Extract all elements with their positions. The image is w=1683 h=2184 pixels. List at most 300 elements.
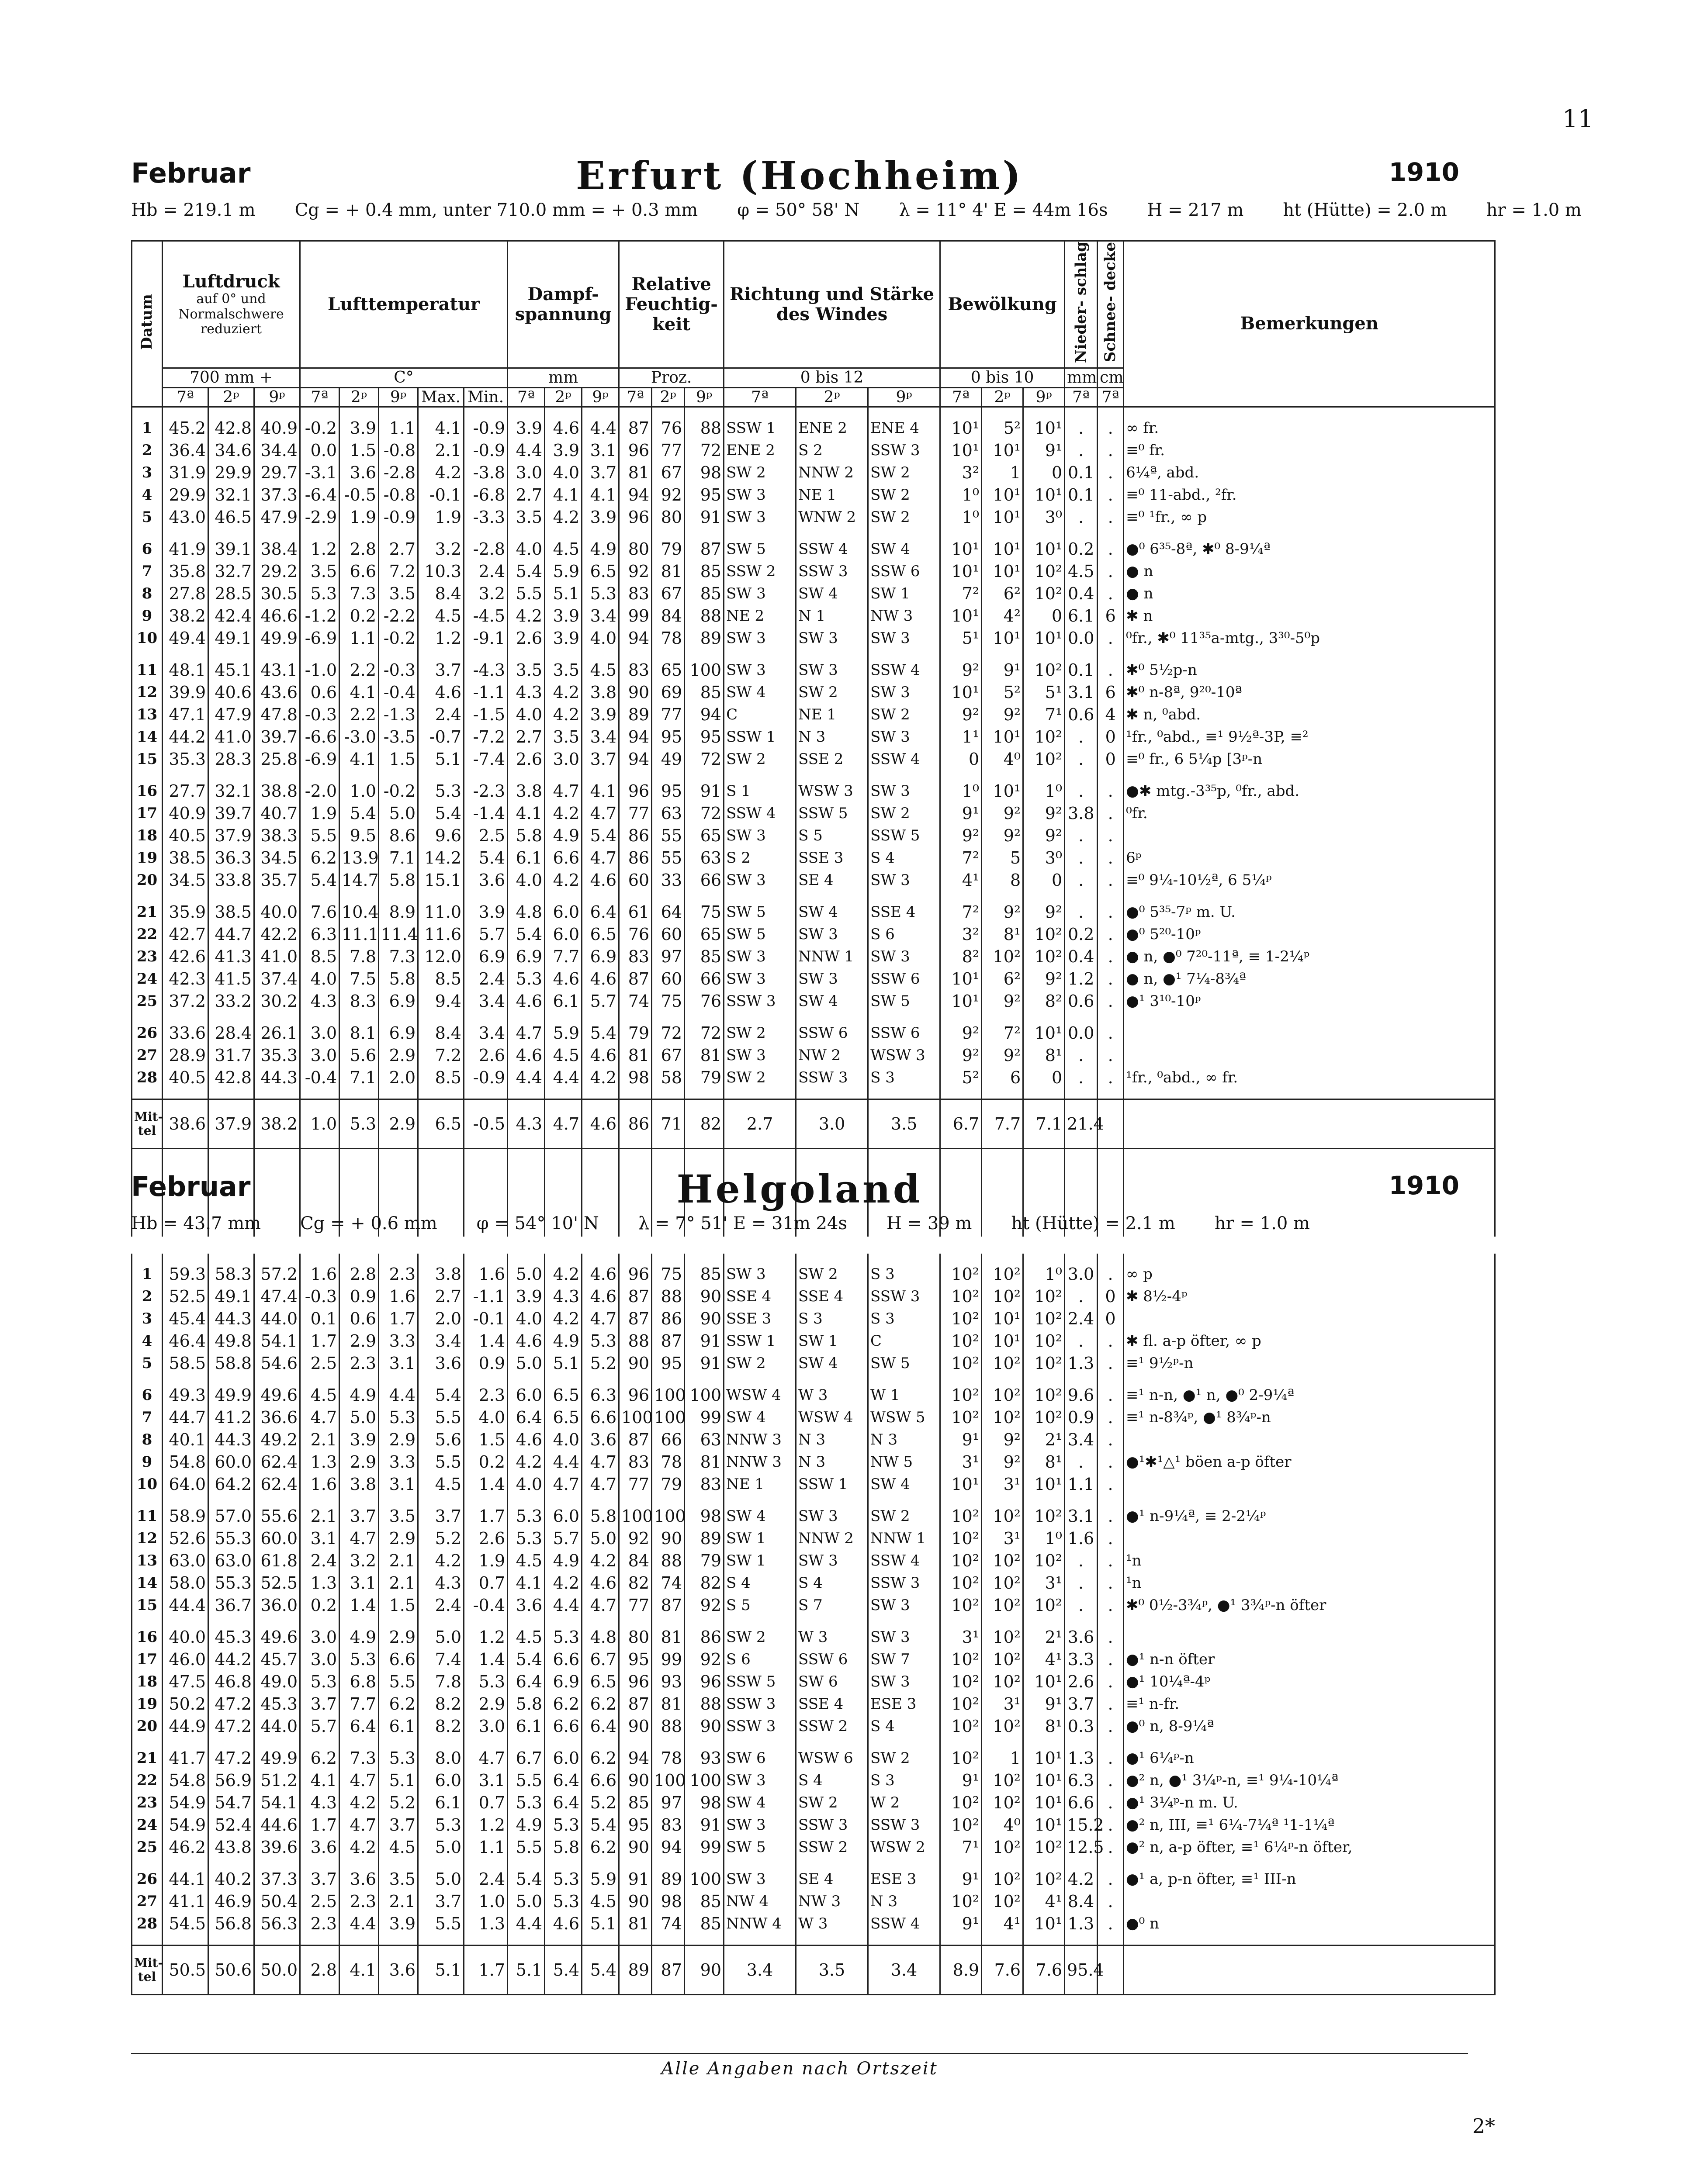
header-lufttemperatur: Lufttemperatur <box>300 241 508 368</box>
table-cell: 4.5 <box>582 659 619 681</box>
table-cell: 47.9 <box>254 506 300 529</box>
table-cell: 6.1 <box>1065 605 1098 627</box>
table-cell: 15 <box>132 1594 163 1617</box>
table-cell: . <box>1098 583 1124 605</box>
header-time-t2: 2ᵖ <box>982 387 1023 407</box>
table-cell: SW 4 <box>724 1792 796 1814</box>
table-cell: W 3 <box>796 1913 868 1935</box>
table-cell: 36.7 <box>208 1594 254 1617</box>
table-cell: 89 <box>619 704 652 726</box>
table-cell: 2.4 <box>464 560 508 583</box>
table-cell: 3.4 <box>464 990 508 1013</box>
table-cell: SSW 3 <box>868 1814 940 1836</box>
table-cell: 11.1 <box>339 923 379 946</box>
table-cell: 7 <box>132 1406 163 1429</box>
table-cell: 9² <box>940 659 982 681</box>
table-row <box>132 704 1495 726</box>
table-cell: SSW 1 <box>796 1473 868 1496</box>
table-cell: 42.7 <box>163 923 208 946</box>
table-cell: C <box>868 1330 940 1352</box>
table-cell: SW 2 <box>796 1792 868 1814</box>
table-row <box>132 847 1495 869</box>
table-cell: 0 <box>1023 1067 1065 1089</box>
mean-cell: 1.0 <box>300 1099 339 1148</box>
table-cell: -2.8 <box>464 538 508 560</box>
table-cell: 96 <box>619 506 652 529</box>
table-cell: SW 3 <box>724 659 796 681</box>
table-cell: -0.3 <box>300 704 339 726</box>
table-cell: 0.2 <box>1065 923 1098 946</box>
table-cell: 45.7 <box>254 1648 300 1671</box>
table-cell: 2 <box>132 439 163 462</box>
table-cell: 86 <box>619 847 652 869</box>
table-cell: 54.7 <box>208 1792 254 1814</box>
table-cell: SE 4 <box>796 869 868 892</box>
table-cell: NW 2 <box>796 1044 868 1067</box>
table-cell: 36.6 <box>254 1406 300 1429</box>
table-cell: SSW 3 <box>724 1715 796 1738</box>
table-row <box>132 869 1495 892</box>
table-cell: 8¹ <box>1023 1715 1065 1738</box>
table-cell: 64.2 <box>208 1473 254 1496</box>
table-cell: SW 5 <box>724 901 796 923</box>
table-cell: 13 <box>132 1550 163 1572</box>
table-cell: S 5 <box>796 825 868 847</box>
table-cell: 9.6 <box>1065 1384 1098 1406</box>
table-cell: 43.6 <box>254 681 300 704</box>
table-cell: NNW 3 <box>724 1429 796 1451</box>
header-time-t7: 7ª <box>1065 387 1098 407</box>
table-cell: 4.5 <box>1065 560 1098 583</box>
table-cell: 2¹ <box>1023 1626 1065 1648</box>
table-cell: -0.4 <box>464 1594 508 1617</box>
table-cell: 39.7 <box>254 726 300 748</box>
table-cell: 58 <box>652 1067 685 1089</box>
table-cell: 3.9 <box>545 627 582 650</box>
mean-cell: 86 <box>619 1099 652 1148</box>
table-cell: ✱ 8½-4ᵖ <box>1124 1286 1495 1308</box>
table-cell: 8.6 <box>379 825 418 847</box>
table-cell: 10¹ <box>1023 1671 1065 1693</box>
table-row <box>132 1505 1495 1527</box>
table-cell: . <box>1098 1814 1124 1836</box>
table-cell: SSW 3 <box>868 1286 940 1308</box>
table-cell: WSW 6 <box>796 1747 868 1769</box>
table-cell: 4.1 <box>582 484 619 506</box>
table-cell: 39.7 <box>208 802 254 825</box>
table-cell: . <box>1098 1429 1124 1451</box>
mean-row <box>132 1946 1495 1995</box>
table-row <box>132 439 1495 462</box>
table-cell: . <box>1098 1648 1124 1671</box>
table-cell: 7² <box>940 901 982 923</box>
table-cell: 23 <box>132 946 163 968</box>
header-time-t9: 9ᵖ <box>379 387 418 407</box>
table-cell: 86 <box>685 1626 724 1648</box>
table-cell: 2.4 <box>418 704 464 726</box>
table-cell: . <box>1065 1594 1098 1617</box>
table-cell: 85 <box>619 1792 652 1814</box>
table-cell: 10² <box>1023 583 1065 605</box>
table-cell: 13.9 <box>339 847 379 869</box>
table-cell: SW 3 <box>724 484 796 506</box>
mean-cell: 4.1 <box>339 1946 379 1995</box>
table-cell: 4.7 <box>582 1451 619 1473</box>
table-cell: 10¹ <box>982 560 1023 583</box>
table-cell: 5.8 <box>379 869 418 892</box>
table-cell: SSW 1 <box>724 1330 796 1352</box>
table-cell: . <box>1098 869 1124 892</box>
table-cell: S 4 <box>796 1769 868 1792</box>
table-cell: 1.6 <box>1065 1527 1098 1550</box>
table-cell: . <box>1098 1022 1124 1044</box>
table-cell: SSW 1 <box>724 726 796 748</box>
table-cell: 4⁰ <box>982 748 1023 771</box>
table-cell: SW 3 <box>724 1769 796 1792</box>
header-time-t2: 2ᵖ <box>339 387 379 407</box>
table-cell: 56.9 <box>208 1769 254 1792</box>
table-cell: SW 2 <box>868 484 940 506</box>
table-cell: 3.9 <box>545 439 582 462</box>
table-cell: 5.4 <box>339 802 379 825</box>
table-cell: 4.0 <box>300 968 339 990</box>
table-cell: 4¹ <box>940 869 982 892</box>
table-cell: SW 2 <box>724 1352 796 1375</box>
table-cell: 2.4 <box>300 1550 339 1572</box>
table-cell: SW 4 <box>868 1473 940 1496</box>
table-cell: 6 <box>1098 681 1124 704</box>
table-cell: 5.4 <box>508 560 545 583</box>
table-cell: 4.2 <box>418 1550 464 1572</box>
table-cell: 55 <box>652 847 685 869</box>
table-cell: 2.1 <box>379 1572 418 1594</box>
table-cell: 10² <box>1023 1406 1065 1429</box>
table-cell: 90 <box>619 1890 652 1913</box>
table-cell: 90 <box>619 1769 652 1792</box>
table-cell: 3.9 <box>339 417 379 439</box>
table-cell: . <box>1098 462 1124 484</box>
table-cell: 6.2 <box>300 847 339 869</box>
table-cell: 5.0 <box>582 1527 619 1550</box>
table-cell: 49.6 <box>254 1626 300 1648</box>
table-cell: 4.3 <box>545 1286 582 1308</box>
table-cell: 22 <box>132 923 163 946</box>
table-cell: 5.0 <box>339 1406 379 1429</box>
table-cell: 0.2 <box>300 1594 339 1617</box>
table-cell: 45.3 <box>208 1626 254 1648</box>
table-cell: 100 <box>685 1384 724 1406</box>
table-cell: 83 <box>619 583 652 605</box>
mean-cell: 2.7 <box>724 1099 796 1148</box>
table-cell: 9² <box>940 704 982 726</box>
table-cell: . <box>1098 1693 1124 1715</box>
table-cell: 10¹ <box>940 417 982 439</box>
mean-cell: 37.9 <box>208 1099 254 1148</box>
table-cell: 5.3 <box>464 1671 508 1693</box>
table-cell: 4.2 <box>1065 1868 1098 1890</box>
table-cell: 1⁰ <box>940 484 982 506</box>
table-cell: 61.8 <box>254 1550 300 1572</box>
table-cell: 2.5 <box>464 825 508 847</box>
table-cell: N 3 <box>868 1890 940 1913</box>
table-cell: 41.2 <box>208 1406 254 1429</box>
table-cell: 6.2 <box>582 1693 619 1715</box>
table-cell: SW 3 <box>724 968 796 990</box>
table-cell: SW 6 <box>724 1747 796 1769</box>
table-row <box>132 484 1495 506</box>
mean-cell: 90 <box>685 1946 724 1995</box>
table-cell: 1.0 <box>464 1890 508 1913</box>
table-cell: 3.0 <box>508 462 545 484</box>
table-cell: 10² <box>940 1527 982 1550</box>
table-cell: . <box>1065 825 1098 847</box>
table-cell: 47.2 <box>208 1693 254 1715</box>
mean-cell: 6.7 <box>940 1099 982 1148</box>
table-cell: 1.1 <box>464 1836 508 1859</box>
table-cell: 47.2 <box>208 1747 254 1769</box>
table-cell: 10¹ <box>1023 1769 1065 1792</box>
table-cell: 0.7 <box>464 1792 508 1814</box>
table-cell: 5.3 <box>545 1890 582 1913</box>
table-cell: 0.0 <box>1065 1022 1098 1044</box>
table-cell: SSW 4 <box>868 1550 940 1572</box>
table-cell: 3² <box>940 923 982 946</box>
table-cell: -0.7 <box>418 726 464 748</box>
table-cell: 41.7 <box>163 1747 208 1769</box>
table-cell: 77 <box>619 1473 652 1496</box>
table-cell: . <box>1065 1572 1098 1594</box>
table-cell: ≡¹ n-fr. <box>1124 1693 1495 1715</box>
table-cell: 8.0 <box>418 1747 464 1769</box>
table-cell: 67 <box>652 1044 685 1067</box>
table-cell: 2.1 <box>300 1429 339 1451</box>
table-cell: 6.8 <box>339 1671 379 1693</box>
table-cell: 4.7 <box>582 1594 619 1617</box>
table-cell: 10¹ <box>1023 1814 1065 1836</box>
table-cell: 3.2 <box>464 583 508 605</box>
table-cell: 6.9 <box>379 1022 418 1044</box>
table-cell: 4.1 <box>418 417 464 439</box>
table-cell: 4.7 <box>508 1022 545 1044</box>
table-cell: 4.6 <box>582 869 619 892</box>
table-cell: 4¹ <box>982 1913 1023 1935</box>
table-cell: 96 <box>619 1384 652 1406</box>
table-cell: . <box>1098 847 1124 869</box>
table-cell: S 3 <box>796 1308 868 1330</box>
table-cell: 10² <box>982 1352 1023 1375</box>
mean-cell: 2.8 <box>300 1946 339 1995</box>
table-cell: 6.2 <box>379 1693 418 1715</box>
table-cell: 2.5 <box>300 1352 339 1375</box>
table-cell: 6¼ª, abd. <box>1124 462 1495 484</box>
table-cell: S 6 <box>724 1648 796 1671</box>
table-cell: 87 <box>652 1594 685 1617</box>
table-cell: . <box>1098 560 1124 583</box>
table-cell: 3.5 <box>300 560 339 583</box>
mean-cell: 5.3 <box>339 1099 379 1148</box>
table-cell: 2.4 <box>1065 1308 1098 1330</box>
table-cell: 3.4 <box>582 605 619 627</box>
table-cell: 6.6 <box>582 1769 619 1792</box>
table-cell: . <box>1098 780 1124 802</box>
table-cell: 10² <box>1023 560 1065 583</box>
table-cell: 43.1 <box>254 659 300 681</box>
table-cell: 5.9 <box>582 1868 619 1890</box>
table-cell: ENE 2 <box>724 439 796 462</box>
table-cell: 49 <box>652 748 685 771</box>
table-cell: 5.3 <box>339 1648 379 1671</box>
table-row <box>132 1330 1495 1352</box>
table-cell: 5.4 <box>418 802 464 825</box>
table-row <box>132 780 1495 802</box>
table-cell: 29.7 <box>254 462 300 484</box>
table-cell: 4.1 <box>508 802 545 825</box>
table-cell: SW 3 <box>724 869 796 892</box>
table-cell: 58.0 <box>163 1572 208 1594</box>
table-cell: 2.9 <box>379 1626 418 1648</box>
table-cell: SSW 4 <box>724 802 796 825</box>
table-cell: 9 <box>132 605 163 627</box>
table-cell: 5.8 <box>508 825 545 847</box>
table-cell: SW 3 <box>724 506 796 529</box>
table-row <box>132 1671 1495 1693</box>
observation-table <box>131 1254 1496 1995</box>
table-cell: 4.4 <box>508 1913 545 1935</box>
table-row <box>132 1067 1495 1089</box>
table-cell: 96 <box>619 1263 652 1286</box>
table-row <box>132 1022 1495 1044</box>
table-cell: ≡⁰ 11-abd., ²fr. <box>1124 484 1495 506</box>
table-cell: 10² <box>982 1406 1023 1429</box>
table-cell: 5.5 <box>418 1451 464 1473</box>
meta-item: Cg = + 0.4 mm, unter 710.0 mm = + 0.3 mm <box>294 200 698 220</box>
mean-cell: 38.6 <box>163 1099 208 1148</box>
table-cell: 46.5 <box>208 506 254 529</box>
table-cell: SE 4 <box>796 1868 868 1890</box>
table-cell: 4.2 <box>545 704 582 726</box>
table-cell: 94 <box>619 1747 652 1769</box>
table-cell: 77 <box>619 802 652 825</box>
table-cell: 37.3 <box>254 484 300 506</box>
header-time-t9: 9ᵖ <box>868 387 940 407</box>
table-cell: ●¹ a, p-n öfter, ≡¹ III-n <box>1124 1868 1495 1890</box>
unit-lufttemp: C° <box>300 368 508 387</box>
table-cell: 10² <box>940 1671 982 1693</box>
table-cell: 10² <box>940 1594 982 1617</box>
table-cell: 5.8 <box>582 1505 619 1527</box>
table-cell: 34.6 <box>208 439 254 462</box>
table-cell: -4.5 <box>464 605 508 627</box>
table-cell: SW 3 <box>868 1671 940 1693</box>
table-cell: WNW 2 <box>796 506 868 529</box>
meta-item: λ = 11° 4' E = 44m 16s <box>899 200 1108 220</box>
table-row <box>132 1747 1495 1769</box>
table-cell: 2.3 <box>300 1913 339 1935</box>
table-cell: 92 <box>652 484 685 506</box>
header-dampfspannung: Dampf- spannung <box>508 241 619 368</box>
table-cell: 3.1 <box>582 439 619 462</box>
table-cell: 4.6 <box>545 968 582 990</box>
table-row <box>132 1352 1495 1375</box>
table-cell: NE 2 <box>724 605 796 627</box>
table-cell: . <box>1098 1594 1124 1617</box>
table-cell: 4.1 <box>339 681 379 704</box>
table-cell: 8.5 <box>418 968 464 990</box>
table-cell: 10¹ <box>982 1308 1023 1330</box>
mean-cell: 7.6 <box>1023 1946 1065 1995</box>
table-cell: 4 <box>132 1330 163 1352</box>
table-cell: 9¹ <box>940 1769 982 1792</box>
table-cell: 0.6 <box>1065 704 1098 726</box>
meta-item: λ = 7° 51' E = 31m 24s <box>638 1213 848 1234</box>
table-cell: 4.2 <box>545 802 582 825</box>
table-cell: 1.7 <box>464 1505 508 1527</box>
table-cell: 98 <box>685 1792 724 1814</box>
mean-cell: 5.4 <box>545 1946 582 1995</box>
table-cell: 0 <box>940 748 982 771</box>
table-cell: 40.5 <box>163 825 208 847</box>
mean-cell: 82 <box>685 1099 724 1148</box>
table-cell: 3.6 <box>464 869 508 892</box>
table-cell: 4.2 <box>582 1067 619 1089</box>
table-cell: 2.1 <box>418 439 464 462</box>
table-cell: SSE 4 <box>796 1693 868 1715</box>
table-cell: 5.3 <box>300 583 339 605</box>
table-cell: 6.6 <box>339 560 379 583</box>
table-cell: 2.9 <box>339 1451 379 1473</box>
table-cell: 3¹ <box>982 1527 1023 1550</box>
table-cell: 5.2 <box>582 1352 619 1375</box>
table-cell: 35.7 <box>254 869 300 892</box>
table-cell: . <box>1098 659 1124 681</box>
table-cell: . <box>1098 1890 1124 1913</box>
table-cell: 94 <box>619 726 652 748</box>
table-cell: 0.1 <box>1065 462 1098 484</box>
table-cell: 5.4 <box>582 825 619 847</box>
table-cell: SSW 6 <box>868 560 940 583</box>
table-cell: 6.9 <box>464 946 508 968</box>
table-cell: 6.0 <box>508 1384 545 1406</box>
table-cell: 90 <box>685 1308 724 1330</box>
table-cell: 42.2 <box>254 923 300 946</box>
table-cell: 2.6 <box>464 1044 508 1067</box>
table-cell: -7.4 <box>464 748 508 771</box>
table-cell: NNW 1 <box>868 1527 940 1550</box>
table-cell: 10² <box>940 1550 982 1572</box>
table-row <box>132 946 1495 968</box>
table-cell: 1.1 <box>1065 1473 1098 1496</box>
table-cell: 6.9 <box>379 990 418 1013</box>
table-cell: 6.7 <box>508 1747 545 1769</box>
table-cell: 3¹ <box>1023 1572 1065 1594</box>
table-cell: 49.9 <box>208 1384 254 1406</box>
table-cell: NW 3 <box>796 1890 868 1913</box>
table-cell: . <box>1098 1044 1124 1067</box>
table-cell: -2.3 <box>464 780 508 802</box>
table-cell: 2.4 <box>464 968 508 990</box>
table-cell: 9¹ <box>1023 1693 1065 1715</box>
table-cell: SSW 3 <box>868 439 940 462</box>
table-cell: 42.6 <box>163 946 208 968</box>
table-cell: 2.0 <box>379 1067 418 1089</box>
table-cell: SW 2 <box>868 802 940 825</box>
table-cell: . <box>1098 439 1124 462</box>
table-cell: 21 <box>132 901 163 923</box>
table-row <box>132 748 1495 771</box>
table-cell: 6.9 <box>545 1671 582 1693</box>
table-cell: 4.4 <box>339 1913 379 1935</box>
table-cell: ●¹ 3¹⁰-10ᵖ <box>1124 990 1495 1013</box>
